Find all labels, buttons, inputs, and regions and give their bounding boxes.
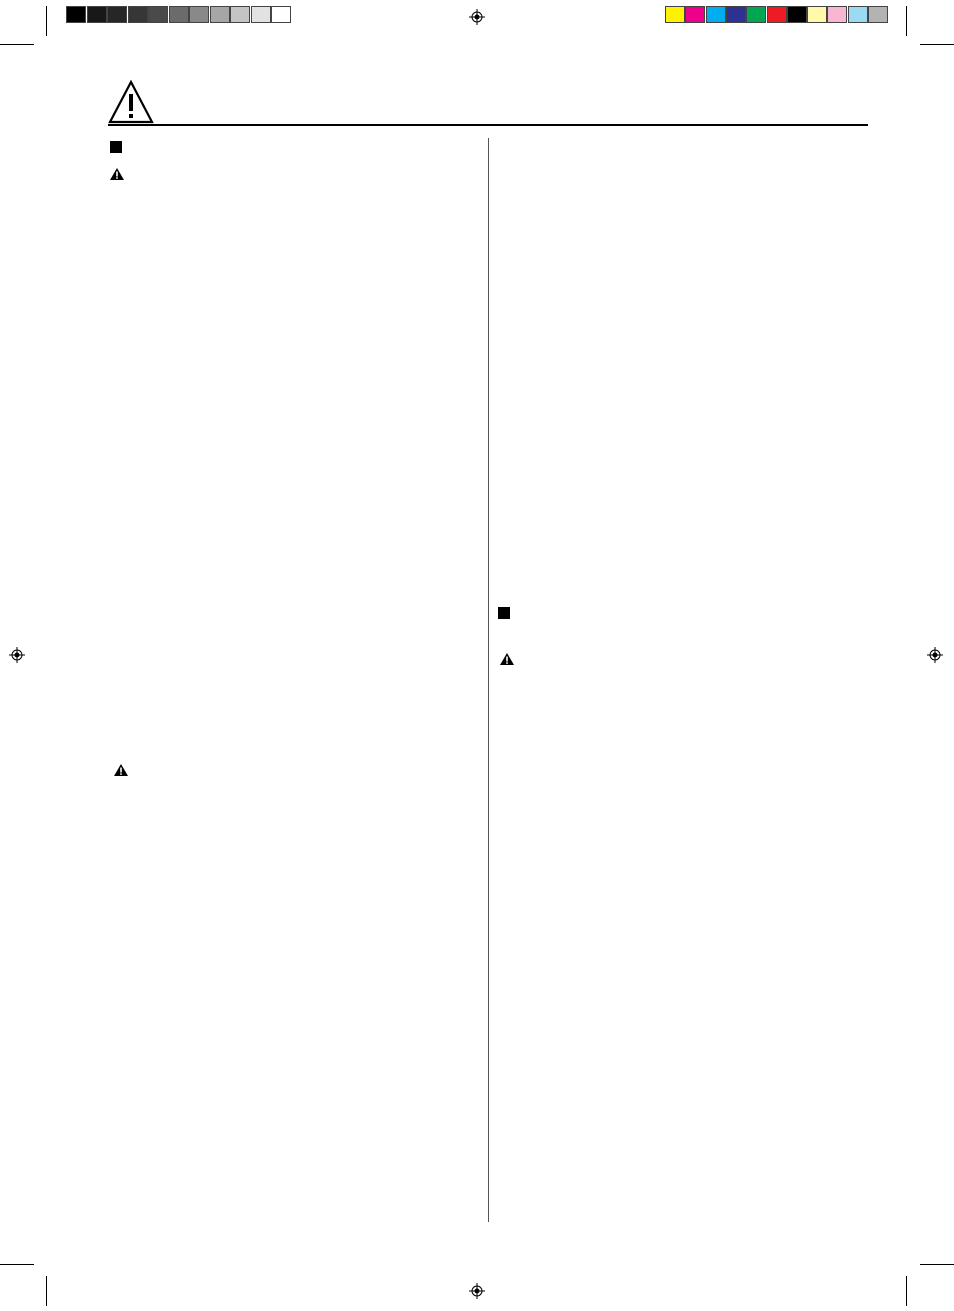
- color-swatch: [848, 6, 868, 23]
- gray-swatch: [189, 6, 209, 23]
- section-heading: [110, 138, 432, 153]
- registration-mark-icon: [469, 1283, 485, 1299]
- crop-mark: [46, 6, 47, 36]
- color-swatch: [726, 6, 746, 23]
- crop-mark: [906, 6, 907, 36]
- color-swatch: [807, 6, 827, 23]
- color-swatch: [665, 6, 685, 23]
- caution-label: [500, 653, 520, 665]
- gray-swatch: [210, 6, 230, 23]
- crop-mark: [920, 44, 954, 45]
- gray-swatch: [169, 6, 189, 23]
- gray-swatch: [251, 6, 271, 23]
- registration-mark-icon: [9, 647, 25, 663]
- gray-swatch: [87, 6, 107, 23]
- color-swatch: [685, 6, 705, 23]
- registration-mark-icon: [927, 647, 943, 663]
- crop-mark: [920, 1264, 954, 1265]
- warning-triangle-icon: [108, 80, 154, 124]
- warning-label: [110, 168, 130, 180]
- crop-mark: [0, 1264, 34, 1265]
- warning-triangle-icon: [500, 653, 514, 665]
- crop-mark: [0, 44, 34, 45]
- color-swatch: [868, 6, 888, 23]
- gray-swatch: [128, 6, 148, 23]
- gray-swatch: [230, 6, 250, 23]
- warning-triangle-icon: [114, 764, 128, 776]
- section-heading: [498, 604, 516, 621]
- right-column: [498, 138, 820, 1118]
- gray-swatch: [271, 6, 291, 23]
- color-swatch: [767, 6, 787, 23]
- caution-label: [114, 764, 134, 776]
- page-header: [108, 80, 868, 126]
- gray-swatch: [107, 6, 127, 23]
- column-divider: [488, 138, 489, 1222]
- color-swatch: [746, 6, 766, 23]
- gray-swatch: [66, 6, 86, 23]
- registration-mark-icon: [469, 9, 485, 25]
- left-column: [110, 138, 432, 1223]
- gray-swatch: [148, 6, 168, 23]
- color-swatch: [827, 6, 847, 23]
- color-swatch: [706, 6, 726, 23]
- crop-mark: [906, 1276, 907, 1306]
- warning-triangle-icon: [110, 168, 124, 180]
- crop-mark: [46, 1276, 47, 1306]
- color-swatch: [787, 6, 807, 23]
